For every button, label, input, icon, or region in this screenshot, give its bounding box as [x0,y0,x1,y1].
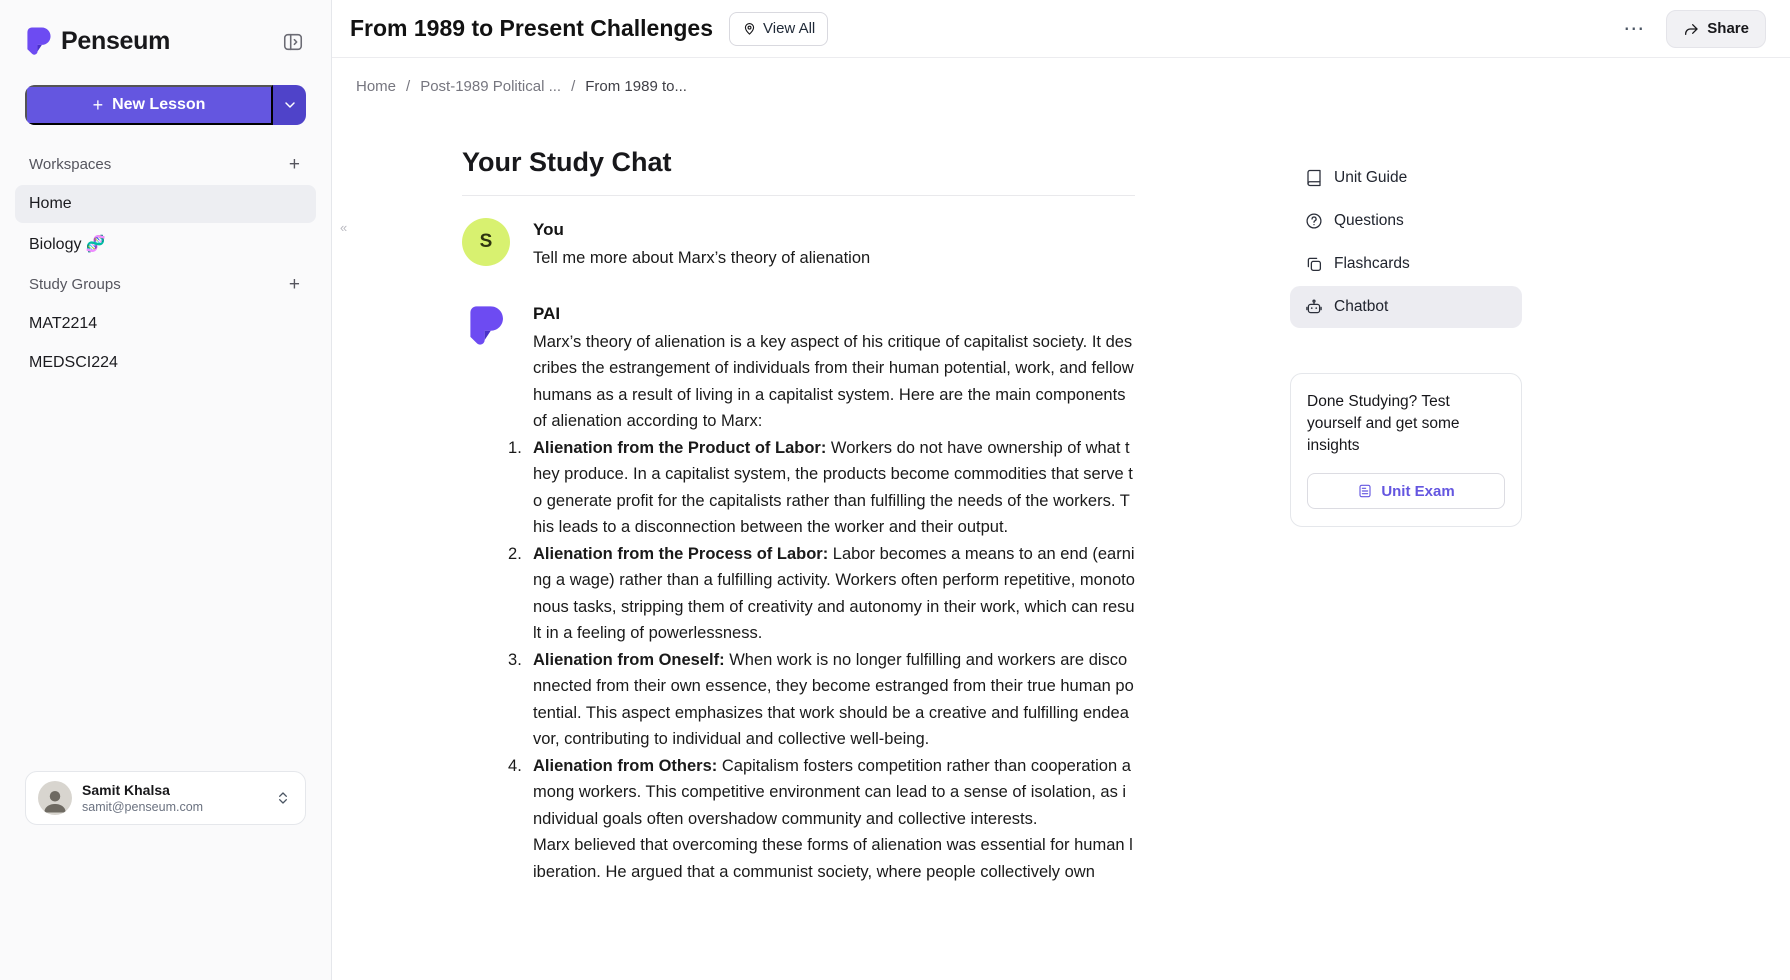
message-content [533,218,1135,272]
alienation-points-list [533,435,1135,833]
penseum-logo-icon [467,304,505,348]
sidebar-item-mat2214[interactable] [15,305,316,343]
tab-label: Flashcards [1334,255,1410,272]
sidebar-item-label: MAT2214 [29,315,98,332]
tab-label: Questions [1334,212,1404,229]
content-wrap [332,95,1790,885]
chevron-down-icon [282,97,298,113]
chevron-up-down-icon [275,790,291,806]
breadcrumb-current: From 1989 to... [585,78,687,95]
tab-flashcards[interactable] [1290,243,1522,285]
assistant-avatar [462,302,510,350]
workspaces-label: Workspaces [29,156,112,173]
new-lesson-dropdown-button[interactable] [273,85,306,125]
unit-exam-card [1290,373,1522,527]
user-meta [82,782,263,814]
study-groups-label: Study Groups [29,276,121,293]
add-workspace-button[interactable]: + [288,154,300,175]
view-all-button[interactable] [729,12,828,46]
message-outro: Marx believed that overcoming these forms of alienation was essential for human liberation. He argued that a communist society, where people collectively own [533,836,1133,881]
sidebar-item-label: Biology 🧬 [29,236,106,253]
exam-card-text: Done Studying? Test yourself and get some insights [1307,393,1460,454]
alienation-point [533,647,1135,753]
breadcrumb-unit[interactable]: Post-1989 Political ... [420,78,562,95]
user-email: samit@penseum.com [82,800,204,814]
header-actions [1623,10,1766,48]
right-panel [1290,157,1522,527]
share-icon [1683,21,1699,37]
sidebar-item-label: MEDSCI224 [29,354,118,371]
collapse-sidebar-icon [282,31,304,53]
question-icon [1305,212,1323,230]
alienation-point [533,435,1135,541]
chatbot-icon [1305,298,1323,316]
message-body [533,329,1135,886]
unit-exam-button[interactable] [1307,473,1505,509]
tab-chatbot[interactable] [1290,286,1522,328]
tab-label: Unit Guide [1334,169,1408,186]
unit-exam-label: Unit Exam [1381,482,1455,500]
point-term: Alienation from Others: [533,756,718,775]
message-content [533,302,1135,886]
view-all-label: View All [763,20,816,37]
study-groups-section-header [25,265,306,304]
sidebar-item-label: Home [29,195,72,212]
user-account-card[interactable] [25,771,306,825]
brand-name: Penseum [61,27,171,55]
message-author: You [533,220,564,239]
tab-label: Chatbot [1334,298,1389,315]
user-message-avatar: S [462,218,510,266]
brand-row [25,26,306,57]
tab-unit-guide[interactable] [1290,157,1522,199]
breadcrumb-home[interactable]: Home [356,78,397,95]
share-label: Share [1707,20,1749,37]
user-avatar [38,781,72,815]
pin-icon [742,21,757,36]
message-intro: Marx’s theory of alienation is a key aspect of his critique of capitalist society. It describes the estrangement of individuals from their human potential, work, and fellow humans as a result of living in a capitalist system. Here are the main components of alienation according to Marx: [533,332,1134,430]
flashcards-icon [1305,255,1323,273]
point-detail: Workers do not have ownership of what they produce. In a capitalist system, the products become commodities that serve to generate profit for the capitalists rather than fulfilling the needs of the workers. This leads to a disconnection between the worker and their output. [533,438,1133,536]
main-area [332,0,1790,980]
chat-title: Your Study Chat [462,147,1135,196]
new-lesson-button[interactable] [25,85,273,125]
point-detail: When work is no longer fulfilling and workers are disconnected from their own essence, they become estranged from their true human potential. This aspect emphasizes that work should be a creative and fulfilling endeavor, contributing to individual and collective well-being. [533,650,1134,748]
book-icon [1305,169,1323,187]
account-menu-button[interactable] [273,788,293,808]
point-detail: Labor becomes a means to an end (earning a wage) rather than a fulfilling activity. Workers often perform repetitive, monotonous tasks, stripping them of creativity and autonomy in their work, which can result in a feeling of powerlessness. [533,544,1135,642]
brand-logo[interactable] [25,26,170,57]
point-detail: Capitalism fosters competition rather than cooperation among workers. This competitive environment can lead to a sense of isolation, as individual goals often overshadow community and collective interests. [533,756,1131,828]
collapse-sidebar-button[interactable] [280,29,306,55]
alienation-point [533,753,1135,833]
point-term: Alienation from Oneself: [533,650,725,669]
new-lesson-label: New Lesson [112,96,206,113]
message-author: PAI [533,303,561,323]
sidebar-item-medsci224[interactable] [15,344,316,382]
person-icon [40,785,70,815]
new-lesson-split-button [25,85,306,125]
page-title: From 1989 to Present Challenges [350,15,714,41]
point-term: Alienation from the Product of Labor: [533,438,827,457]
point-term: Alienation from the Process of Labor: [533,544,829,563]
breadcrumb-separator: / [406,78,411,95]
page-header [332,0,1790,58]
plus-icon: + [92,94,104,115]
share-button[interactable] [1666,10,1766,48]
panel-resize-handle[interactable]: « [340,220,348,235]
chat-message-assistant [462,302,1135,886]
message-body: Tell me more about Marx’s theory of alienation [533,249,871,267]
study-chat-panel [462,95,1135,885]
sidebar-item-biology[interactable] [15,224,316,264]
workspaces-section-header [25,145,306,184]
left-sidebar [0,0,332,980]
breadcrumb-separator: / [571,78,576,95]
sidebar-item-home[interactable] [15,185,316,223]
more-options-button[interactable]: ⋯ [1623,17,1647,40]
user-name: Samit Khalsa [82,782,170,798]
exam-document-icon [1357,483,1373,499]
alienation-point [533,541,1135,647]
breadcrumb [332,58,1790,95]
penseum-logo-icon [25,26,52,57]
tab-questions[interactable] [1290,200,1522,242]
chat-message-user [462,218,1135,272]
add-study-group-button[interactable]: + [288,274,300,295]
